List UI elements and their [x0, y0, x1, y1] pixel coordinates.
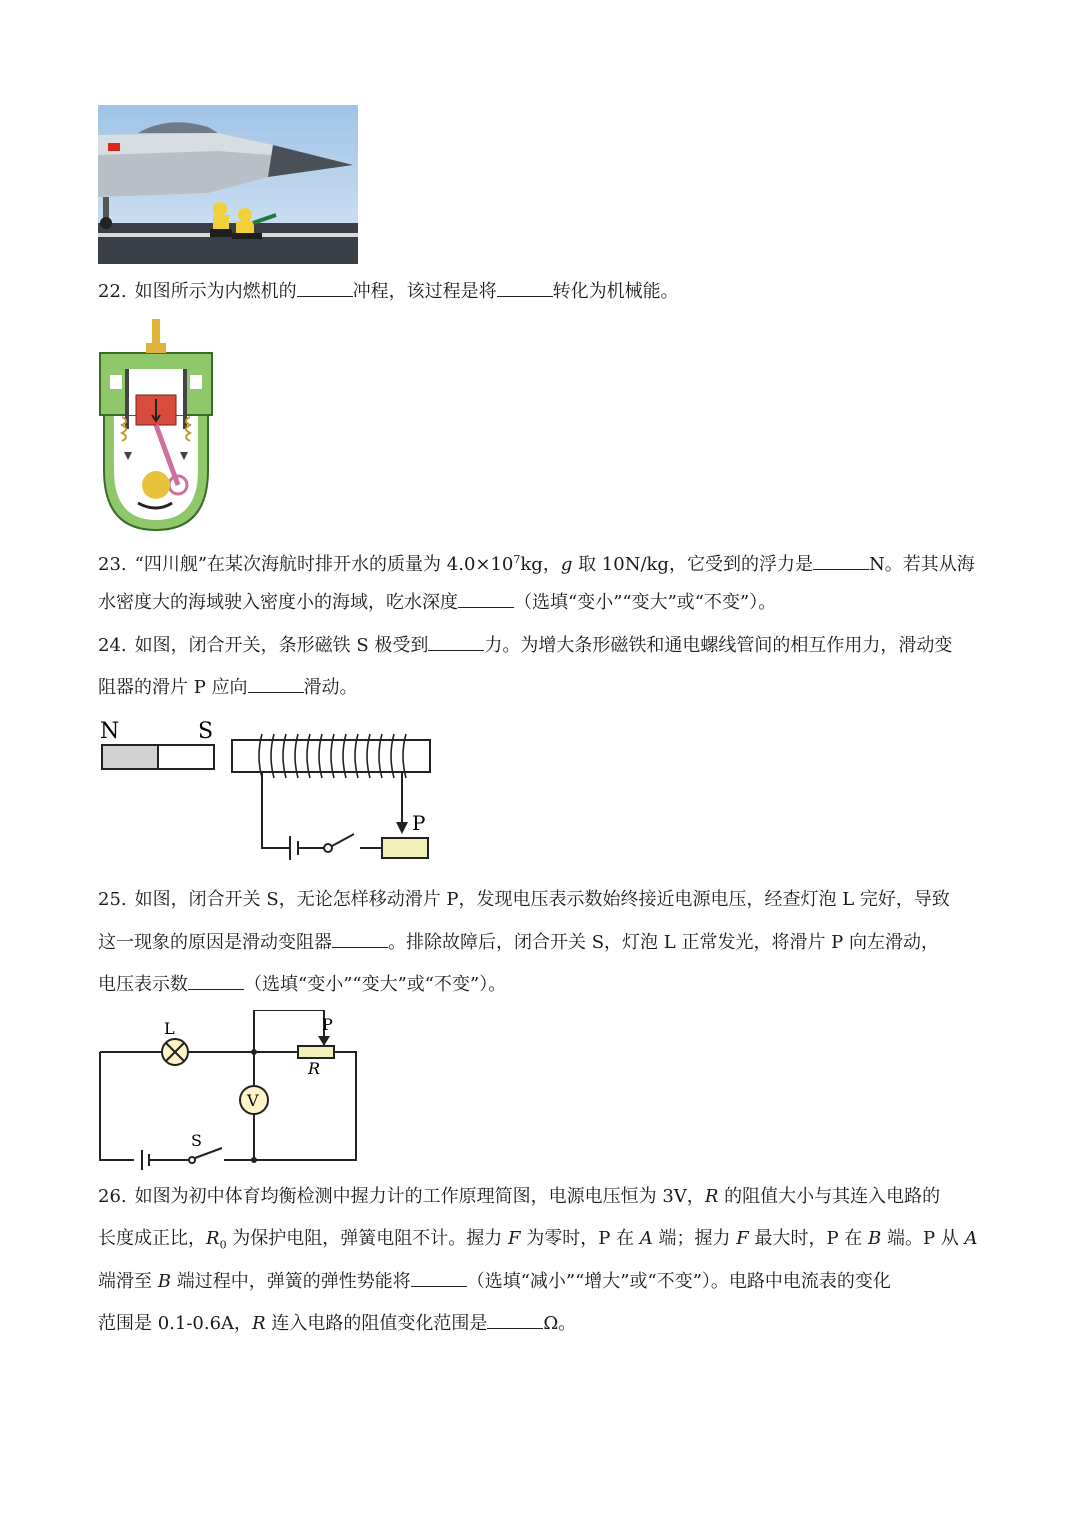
q23-line-2: 水密度大的海域驶入密度小的海域，吃水深度 （选填“变小”“变大”或“不变”）。 — [98, 589, 776, 616]
slider-p-label: P — [322, 1015, 333, 1034]
q25-line-3: 电压表示数 （选填“变小”“变大”或“不变”）。 — [98, 971, 506, 998]
q26-line-2: 长度成正比，$R_0$ 为保护电阻，弹簧电阻不计。握力 F 为零时，P 在 A 端；握力 F 最大时，P 在 B 端。P 从 A — [98, 1228, 978, 1252]
s-pole-label: S — [198, 719, 214, 744]
n-pole-label: N — [100, 719, 120, 744]
answer-blank[interactable] — [428, 632, 484, 651]
magnet-solenoid-diagram — [98, 712, 438, 872]
engine-cylinder-diagram — [98, 315, 214, 535]
voltmeter-v-label: V — [247, 1091, 259, 1110]
answer-blank[interactable] — [487, 1310, 543, 1329]
answer-blank[interactable] — [332, 929, 388, 948]
slider-p-label: P — [412, 811, 426, 835]
answer-blank[interactable] — [248, 674, 304, 693]
lamp-l-label: L — [164, 1019, 175, 1038]
q24-line-1: 24. 如图，闭合开关，条形磁铁 S 极受到 力。为增大条形磁铁和通电螺线管间的相互作用力，滑动变 — [98, 632, 952, 659]
answer-blank[interactable] — [458, 589, 514, 608]
answer-blank[interactable] — [411, 1268, 467, 1287]
rheostat-r-label: R — [308, 1059, 321, 1078]
answer-blank[interactable] — [188, 971, 244, 990]
lamp-rheostat-circuit — [96, 1010, 366, 1175]
q23-line-1: 23. “四川舰”在某次海航时排开水的质量为 $4.0\times 10^7kg$，g 取 10N/kg，它受到的浮力是 N。若其从海 — [98, 553, 975, 575]
answer-blank[interactable] — [813, 551, 869, 570]
jet-carrier-photo — [98, 105, 358, 264]
q26-line-4: 范围是 0.1-0.6A，R 连入电路的阻值变化范围是 Ω。 — [98, 1310, 576, 1337]
q22-line: 22. 如图所示为内燃机的 冲程，该过程是将 转化为机械能。 — [98, 278, 679, 305]
answer-blank[interactable] — [497, 278, 553, 297]
answer-blank[interactable] — [297, 278, 353, 297]
q24-line-2: 阻器的滑片 P 应向 滑动。 — [98, 674, 358, 701]
q26-line-3: 端滑至 B 端过程中，弹簧的弹性势能将 （选填“减小”“增大”或“不变”）。电路中电流表的变化 — [98, 1268, 891, 1295]
q25-line-1: 25. 如图，闭合开关 S，无论怎样移动滑片 P，发现电压表示数始终接近电源电压，经查灯泡 L 完好，导致 — [98, 889, 950, 910]
q25-line-2: 这一现象的原因是滑动变阻器 。排除故障后，闭合开关 S，灯泡 L 正常发光，将滑片 P 向左滑动， — [98, 929, 939, 956]
switch-s-label: S — [191, 1131, 202, 1150]
q26-line-1: 26. 如图为初中体育均衡检测中握力计的工作原理简图，电源电压恒为 3V，R 的阻值大小与其连入电路的 — [98, 1186, 941, 1207]
